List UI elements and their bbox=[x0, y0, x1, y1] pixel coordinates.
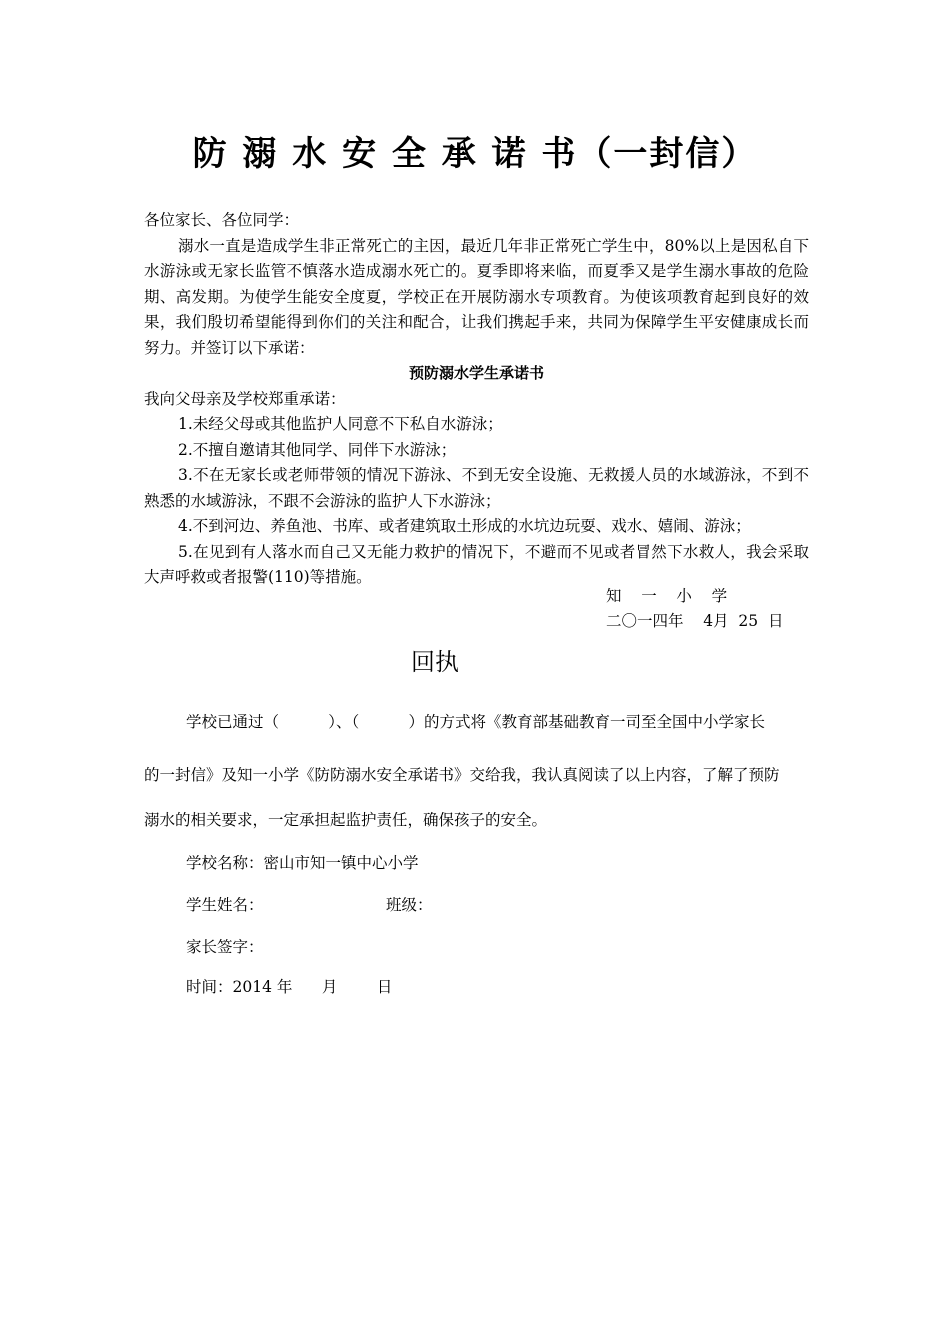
receipt-title: 回执 bbox=[411, 648, 459, 676]
pledge-title: 预防溺水学生承诺书 bbox=[408, 364, 544, 382]
letter-section bbox=[144, 208, 809, 591]
pledge-item-1: 1.未经父母或其他监护人同意不下私自水游泳； bbox=[178, 415, 503, 433]
student-name-label: 学生姓名： bbox=[186, 896, 264, 914]
signature-date: 二〇一四年 4月 25 日 bbox=[606, 612, 784, 630]
class-label: 班级： bbox=[386, 896, 433, 914]
document-title: 防 溺 水 安 全 承 诺 书（一封信） bbox=[192, 134, 758, 174]
receipt-line-2: 的一封信》及知一小学《防防溺水安全承诺书》交给我，我认真阅读了以上内容，了解了预防 bbox=[144, 766, 780, 784]
pledge-item-4: 4.不到河边、养鱼池、书库、或者建筑取土形成的水坑边玩耍、戏水、嬉闹、游泳； bbox=[178, 517, 751, 535]
receipt-line-1: 学校已通过（ ）、（ ）的方式将《教育部基础教育一司至全国中小学家长 bbox=[186, 713, 766, 731]
pledge-item-2: 2.不擅自邀请其他同学、同伴下水游泳； bbox=[178, 440, 457, 459]
pledge-item-5: 5.在见到有人落水而自己又无能力救护的情况下，不避而不见或者冒然下水救人，我会采取大声呼救或者报警(110)等措施。 bbox=[144, 542, 809, 586]
signature-school: 知 一 小 学 bbox=[606, 587, 728, 605]
letter-greeting: 各位家长、各位同学： bbox=[144, 211, 300, 229]
time-line: 时间：2014 年 月 日 bbox=[186, 978, 393, 996]
pledge-item-3: 3.不在无家长或老师带领的情况下游泳、不到无安全设施、无救援人员的水域游泳，不到不熟悉的水域游泳，不跟不会游泳的监护人下水游泳； bbox=[144, 466, 809, 510]
school-name-line: 学校名称：密山市知一镇中心小学 bbox=[186, 854, 419, 872]
letter-body: 溺水一直是造成学生非正常死亡的主因，最近几年非正常死亡学生中，80%以上是因私自下水游泳或无家长监管不慎落水造成溺水死亡的。夏季即将来临，而夏季又是学生溺水事故的危险期、高发期。为使学生能安全度夏，学校正在开展防溺水专项教育。为使该项教育起到良好的效果，我们殷切希望能得到你们的关注和配合，让我们携起手来，共同为保障学生平安健康成长而努力。并签订以下承诺： bbox=[144, 236, 809, 357]
parent-sign-label: 家长签字： bbox=[186, 938, 264, 956]
pledge-intro: 我向父母亲及学校郑重承诺： bbox=[144, 389, 346, 408]
receipt-line-3: 溺水的相关要求，一定承担起监护责任，确保孩子的安全。 bbox=[144, 811, 548, 829]
